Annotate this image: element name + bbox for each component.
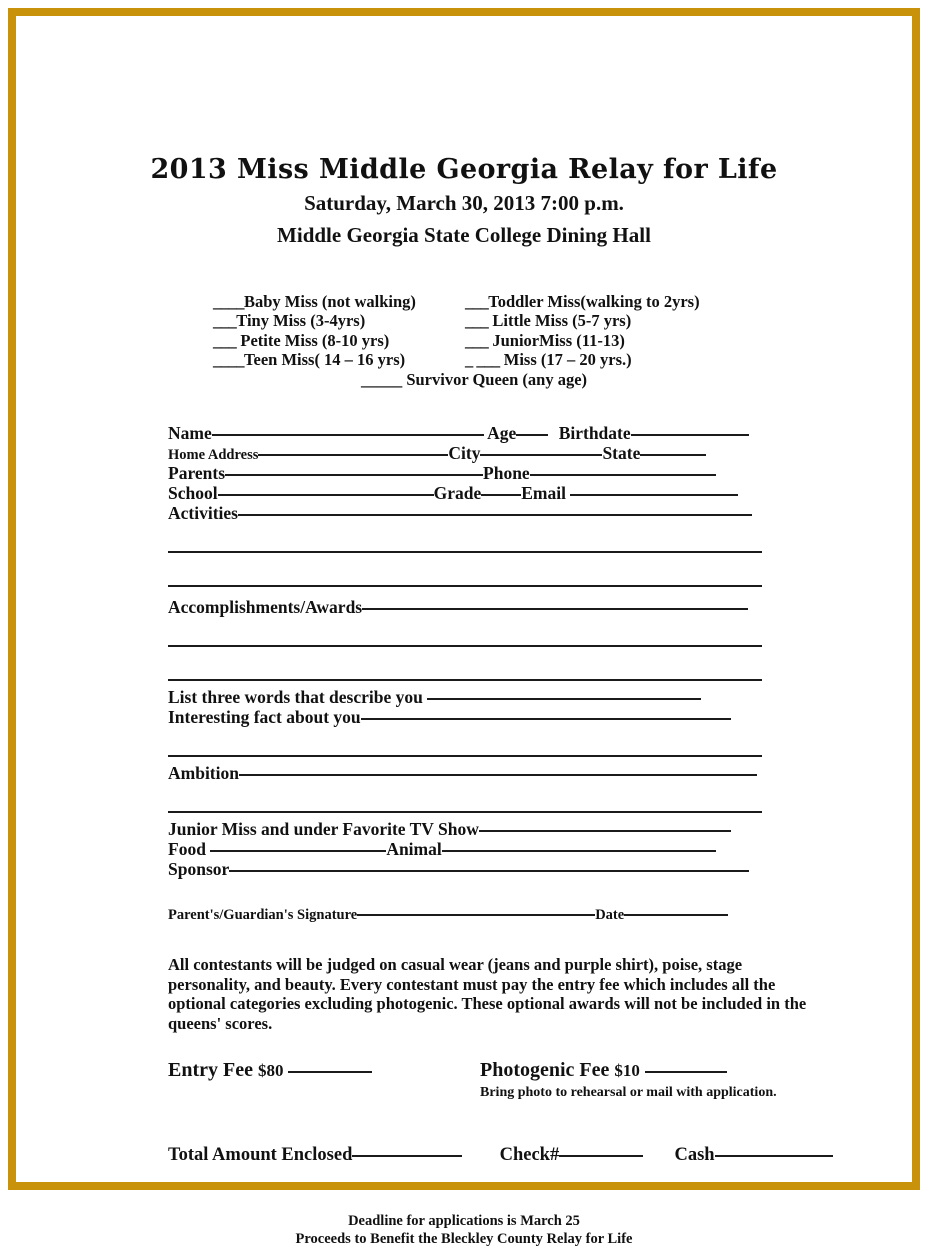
category-option-petite-miss[interactable]	[213, 331, 465, 351]
category-label: JuniorMiss (11-13)	[488, 330, 625, 350]
photogenic-fee-row	[480, 1059, 727, 1082]
activities-input-line[interactable]	[238, 514, 752, 516]
grade-label: Grade	[433, 483, 482, 504]
category-blank[interactable]: _ ___	[465, 350, 500, 370]
animal-label: Animal	[386, 839, 442, 860]
phone-label: Phone	[483, 463, 530, 484]
fees-section	[168, 1059, 818, 1105]
signature-input-line[interactable]	[357, 914, 595, 916]
category-option-little-miss[interactable]	[465, 311, 715, 331]
category-option-tiny-miss[interactable]	[213, 311, 465, 331]
category-option-junior-miss[interactable]	[465, 331, 715, 351]
interesting-fact-input-line-2[interactable]	[168, 755, 762, 757]
name-input-line[interactable]	[212, 434, 484, 436]
page-sheet	[16, 16, 912, 1248]
age-label: Age	[487, 423, 517, 444]
form-row-three-words	[168, 687, 762, 707]
three-words-input-line[interactable]	[427, 698, 701, 700]
accomplishments-input-line-2[interactable]	[168, 645, 762, 647]
city-label: City	[448, 443, 481, 464]
photogenic-fee-label: Photogenic Fee	[480, 1059, 610, 1082]
state-input-line[interactable]	[640, 454, 706, 456]
birthdate-label: Birthdate	[558, 423, 631, 444]
interesting-fact-label: Interesting fact about you	[168, 707, 361, 728]
form-row-home-address	[168, 443, 762, 463]
food-label: Food	[168, 839, 211, 860]
entry-fee-amount: $80	[257, 1061, 284, 1081]
photogenic-fee-amount: $10	[614, 1061, 640, 1081]
form-row-accomplishments	[168, 597, 762, 617]
city-input-line[interactable]	[480, 454, 602, 456]
school-label: School	[168, 483, 218, 504]
category-blank[interactable]: ____	[213, 291, 244, 311]
category-blank[interactable]: _____	[360, 369, 403, 389]
home-address-input-line[interactable]	[258, 454, 448, 456]
entry-fee-label: Entry Fee	[168, 1059, 253, 1082]
email-label: Email	[521, 483, 571, 504]
accomplishments-input-line-3[interactable]	[168, 679, 762, 681]
form-row-accomplishments-cont-2	[168, 661, 762, 681]
deadline-text: Deadline for applications is March 25	[348, 1213, 580, 1230]
email-input-line[interactable]	[570, 494, 738, 496]
signature-date-label: Date	[595, 907, 625, 924]
favorite-tv-label: Junior Miss and under Favorite TV Show	[168, 819, 479, 840]
photogenic-fee-input-line[interactable]	[645, 1071, 727, 1073]
page-title: 2013 Miss Middle Georgia Relay for Life	[150, 154, 778, 185]
food-input-line[interactable]	[210, 850, 386, 852]
sponsor-label: Sponsor	[168, 859, 230, 880]
home-address-label: Home Address	[168, 447, 259, 464]
accomplishments-input-line[interactable]	[362, 608, 748, 610]
photogenic-fee-note: Bring photo to rehearsal or mail with application.	[480, 1085, 777, 1101]
total-amount-label: Total Amount Enclosed	[168, 1145, 353, 1166]
form-row-activities	[168, 503, 762, 523]
category-blank[interactable]: ___	[213, 330, 237, 350]
document-header	[16, 154, 912, 250]
form-row-activities-cont-1	[168, 533, 762, 553]
form-row-food-animal	[168, 839, 762, 859]
category-label: Toddler Miss(walking to 2yrs)	[488, 291, 700, 311]
category-label: Miss (17 – 20 yrs.)	[499, 350, 632, 370]
category-blank[interactable]: ___	[465, 311, 489, 331]
category-option-survivor-queen[interactable]	[213, 370, 715, 390]
accomplishments-label: Accomplishments/Awards	[168, 597, 363, 618]
check-number-input-line[interactable]	[559, 1155, 643, 1157]
category-label: Survivor Queen (any age)	[402, 369, 588, 389]
ambition-input-line[interactable]	[239, 774, 757, 776]
three-words-label: List three words that describe you	[168, 687, 428, 708]
proceeds-text: Proceeds to Benefit the Bleckley County Relay for Life	[295, 1231, 633, 1248]
activities-label: Activities	[168, 503, 238, 524]
judging-criteria-paragraph: All contestants will be judged on casual wear (jeans and purple shirt), poise, stage personality, and beauty. Every contestant must pay the entry fee which includes all the optional categories excluding photogenic. These optional awards will not be included in the queens' scores.	[168, 955, 807, 1033]
signature-date-input-line[interactable]	[624, 914, 728, 916]
grade-input-line[interactable]	[481, 494, 521, 496]
cash-input-line[interactable]	[715, 1155, 833, 1157]
payment-totals-row	[168, 1145, 818, 1166]
activities-input-line-3[interactable]	[168, 585, 762, 587]
category-option-toddler-miss[interactable]	[465, 292, 715, 312]
sponsor-input-line[interactable]	[229, 870, 749, 872]
birthdate-input-line[interactable]	[631, 434, 749, 436]
phone-input-line[interactable]	[530, 474, 716, 476]
favorite-tv-input-line[interactable]	[479, 830, 731, 832]
state-label: State	[602, 443, 641, 464]
form-row-favorite-tv-show	[168, 819, 762, 839]
school-input-line[interactable]	[218, 494, 434, 496]
application-form-fields	[168, 423, 762, 925]
age-input-line[interactable]	[516, 434, 548, 436]
category-blank[interactable]: ___	[465, 291, 489, 311]
signature-label: Parent's/Guardian's Signature	[168, 907, 358, 924]
category-blank[interactable]: ___	[213, 311, 237, 331]
category-label: Teen Miss( 14 – 16 yrs)	[244, 350, 406, 370]
activities-input-line-2[interactable]	[168, 551, 762, 553]
form-row-school	[168, 483, 762, 503]
total-amount-input-line[interactable]	[352, 1155, 462, 1157]
category-label: Tiny Miss (3-4yrs)	[236, 311, 366, 331]
form-row-ambition	[168, 763, 762, 783]
form-row-interesting-fact-cont	[168, 737, 762, 757]
parents-input-line[interactable]	[225, 474, 483, 476]
form-row-activities-cont-2	[168, 567, 762, 587]
category-blank[interactable]: ___	[465, 330, 489, 350]
form-row-sponsor	[168, 859, 762, 879]
form-row-name	[168, 423, 762, 443]
form-row-signature	[168, 905, 762, 925]
ambition-label: Ambition	[168, 763, 239, 784]
category-label: Baby Miss (not walking)	[244, 291, 416, 311]
category-option-teen-miss[interactable]	[213, 350, 465, 370]
check-number-label: Check#	[499, 1145, 560, 1166]
name-label: Name	[168, 423, 212, 444]
form-row-parents	[168, 463, 762, 483]
form-row-interesting-fact	[168, 707, 762, 727]
category-label: Petite Miss (8-10 yrs)	[236, 330, 390, 350]
category-option-miss[interactable]	[465, 350, 715, 370]
ambition-input-line-2[interactable]	[168, 811, 762, 813]
category-blank[interactable]: ____	[213, 350, 244, 370]
document-footer	[16, 1212, 912, 1248]
category-label: Little Miss (5-7 yrs)	[488, 311, 632, 331]
cash-label: Cash	[674, 1145, 715, 1166]
entry-fee-input-line[interactable]	[288, 1071, 372, 1073]
event-venue-line: Middle Georgia State College Dining Hall	[277, 223, 651, 248]
form-row-ambition-cont	[168, 793, 762, 813]
animal-input-line[interactable]	[442, 850, 716, 852]
form-row-accomplishments-cont-1	[168, 627, 762, 647]
event-date-line: Saturday, March 30, 2013 7:00 p.m.	[304, 191, 624, 216]
category-option-baby-miss[interactable]	[213, 292, 465, 312]
parents-label: Parents	[168, 463, 226, 484]
age-category-section	[16, 292, 912, 390]
interesting-fact-input-line[interactable]	[361, 718, 731, 720]
entry-fee-row	[168, 1059, 372, 1082]
